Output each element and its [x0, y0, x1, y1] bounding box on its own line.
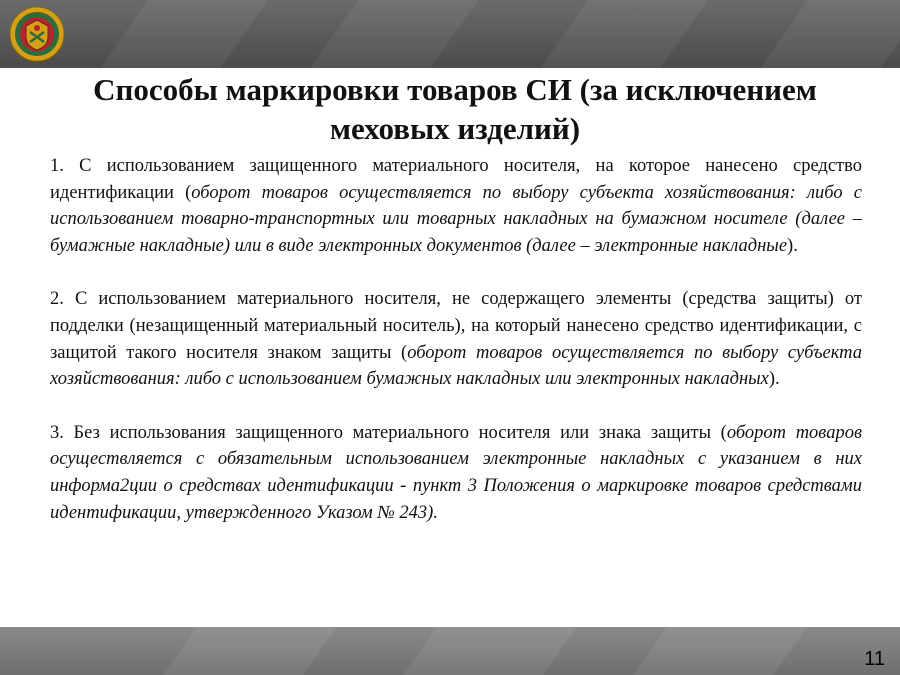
list-item: 1. С использованием защищенного материального носителя, на которое нанесено средство идентификации (оборот товаров осуществляется по выбору субъекта хозяйствования: либо с использованием товарно-транспортных или товарных накладных на бумажном носителе (далее – бумажные накладные) или в виде электронных документов (далее – электронные накладные).: [50, 156, 863, 256]
list-item: 2. С использованием материального носителя, не содержащего элементы (средства защиты) от подделки (незащищенный материальный носитель), на который нанесено средство идентификации, с защитой такого носителя знаком защиты (оборот товаров осуществляется по выбору субъекта хозяйствования: либо с использованием бумажных накладных или электронных накладных).: [50, 289, 863, 390]
page-number: 11: [864, 648, 885, 670]
customs-emblem-icon: [8, 4, 66, 64]
footer-band: [0, 627, 900, 675]
list-item: 3. Без использования защищенного материального носителя или знака защиты (оборот товаров осуществляется с обязательным использованием электронные накладных с указанием в них информа2ции о средствах идентификации - пункт 3 Положения о маркировке товаров средствами идентификации, утвержденного Указом № 243).: [50, 422, 862, 523]
content-body: [50, 153, 862, 553]
header-band: [0, 0, 900, 68]
page-title: Способы маркировки товаров СИ (за исключением меховых изделий): [93, 72, 817, 146]
